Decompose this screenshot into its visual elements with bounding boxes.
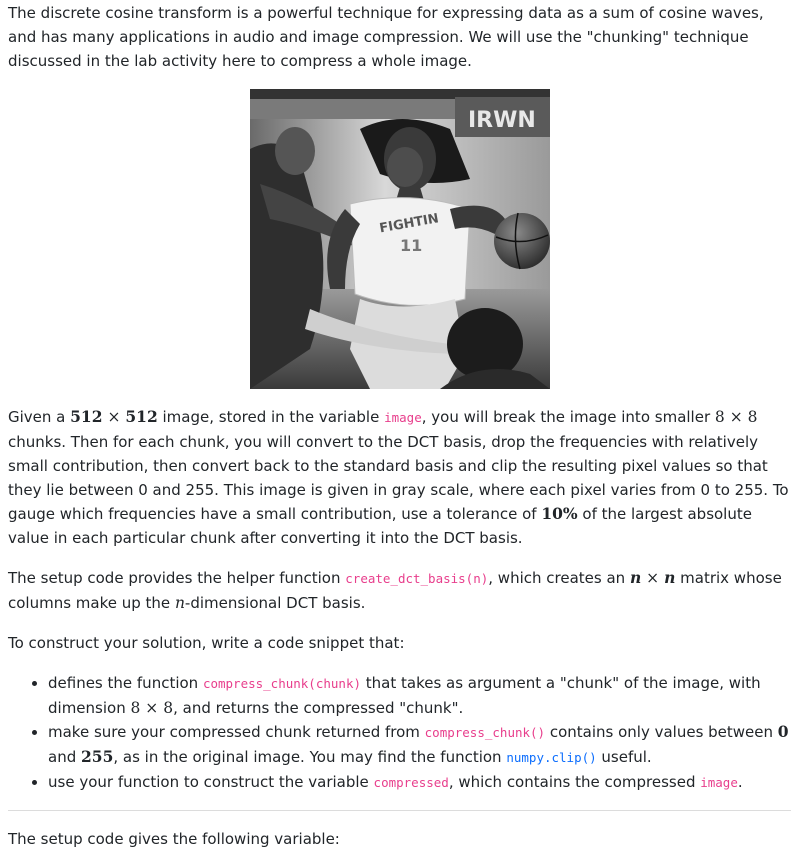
math-nxn: n × n: [629, 568, 676, 587]
math-8x8: 8 × 8: [130, 699, 174, 717]
math-8x8: 8 × 8: [714, 408, 758, 426]
banner-text: IRWN: [467, 108, 536, 133]
jersey-text: FIGHTIN: [377, 211, 440, 237]
math-n: n: [174, 594, 185, 612]
jersey-number: 11: [399, 236, 422, 255]
list-item: • defines the function compress_chunk(chunk) that takes as argument a "chunk" of the image, with dimension 8 × 8, and returns the compressed "chunk".: [48, 671, 791, 720]
list-item: • make sure your compressed chunk returned from compress_chunk() contains only values between 0 and 255, as in the original image. You may find the function numpy.clip() useful.: [48, 720, 791, 770]
intro-paragraph: The discrete cosine transform is a powerful technique for expressing data as a sum of cosine waves, and has many applications in audio and image compression. We will use the "chunking" technique discussed in the lab activity here to compress a whole image.: [8, 4, 764, 70]
instructions-paragraph: To construct your solution, write a code snippet that:: [8, 634, 405, 652]
divider: [8, 810, 791, 811]
setup-variables-paragraph: The setup code gives the following variable:: [8, 830, 340, 848]
setup-paragraph: The setup code provides the helper function create_dct_basis(n), which creates an n × n matrix whose columns make up the n-dimensional DCT basis.: [8, 568, 782, 612]
code-image: image: [384, 410, 422, 425]
requirements-list: [8, 671, 791, 795]
code-image: image: [700, 775, 738, 790]
math-255: 255: [81, 747, 114, 766]
code-create-dct-basis: create_dct_basis(n): [345, 571, 489, 586]
basketball-photo: [250, 89, 550, 389]
figure: [8, 89, 791, 389]
math-512x512: 512 × 512: [70, 407, 158, 426]
image-description-paragraph: Given a 512 × 512 image, stored in the variable image, you will break the image into smaller 8 × 8 chunks. Then for each chunk, you will convert to the DCT basis, drop the frequencies with relatively small contribution, then convert back to the standard basis and clip the resulting pixel values so that they lie between 0 and 255. This image is given in gray scale, where each pixel varies from 0 to 255. To gauge which frequencies have a small contribution, use a tolerance of 10% of the largest absolute value in each particular chunk after converting it into the DCT basis.: [8, 407, 789, 547]
code-compress-chunk-call: compress_chunk(): [424, 725, 546, 740]
code-compressed: compressed: [373, 775, 449, 790]
problem-content: [0, 1, 799, 851]
math-tolerance: 10%: [541, 504, 578, 523]
list-item: • use your function to construct the variable compressed, which contains the compressed image.: [48, 770, 791, 795]
math-0: 0: [777, 722, 789, 741]
code-compress-chunk: compress_chunk(chunk): [202, 676, 361, 691]
code-numpy-clip: numpy.clip(): [506, 750, 597, 765]
